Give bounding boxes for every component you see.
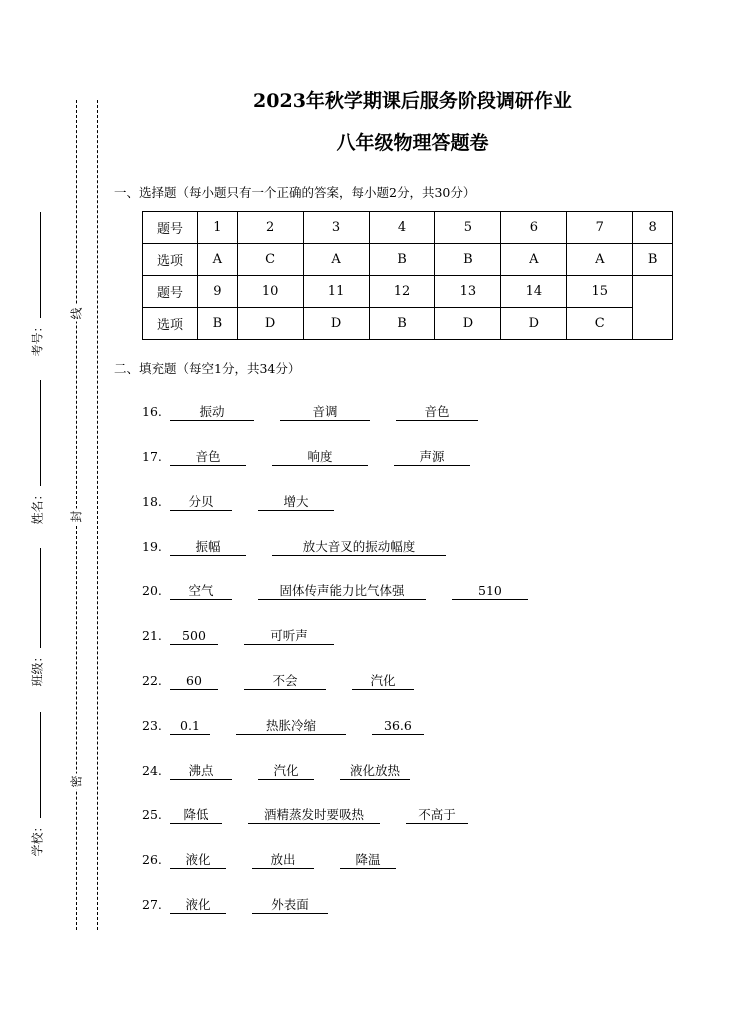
- question-number: 17.: [142, 449, 162, 464]
- answer-blank: 不会: [244, 673, 326, 690]
- table-cell: 5: [435, 212, 501, 244]
- question-number: 25.: [142, 807, 162, 822]
- table-row: [143, 276, 673, 308]
- answer-blank: 液化放热: [340, 763, 410, 780]
- fill-item: [142, 494, 356, 511]
- answer-blank: 降低: [170, 807, 222, 824]
- fill-item: [142, 673, 436, 690]
- question-number: 21.: [142, 628, 162, 643]
- table-cell: 4: [369, 212, 435, 244]
- table-cell: A: [501, 244, 567, 276]
- seal-char-secret: 密: [69, 775, 84, 788]
- table-cell: 12: [369, 276, 435, 308]
- school-line: [40, 712, 41, 818]
- answer-blank: 510: [452, 583, 528, 600]
- section1-heading: 一、选择题（每小题只有一个正确的答案，每小题2分，共30分）: [114, 185, 476, 200]
- answer-blank: 沸点: [170, 763, 232, 780]
- question-number: 20.: [142, 583, 162, 598]
- table-cell: D: [303, 308, 369, 340]
- table-header-cell: 选项: [143, 308, 198, 340]
- table-header-cell: 题号: [143, 276, 198, 308]
- table-cell: B: [369, 308, 435, 340]
- fill-item: [142, 449, 492, 466]
- answer-blank: 36.6: [372, 718, 424, 735]
- class-label: 班级：: [30, 650, 45, 687]
- answer-blank: 音调: [280, 404, 370, 421]
- answer-blank: 60: [170, 673, 218, 690]
- table-row: [143, 308, 673, 340]
- fill-item: [142, 807, 490, 824]
- fill-item: [142, 583, 550, 600]
- answer-blank: 固体传声能力比气体强: [258, 583, 426, 600]
- answer-blank: 可听声: [244, 628, 334, 645]
- table-cell: D: [435, 308, 501, 340]
- answer-blank: 降温: [340, 852, 396, 869]
- exam-no-label: 考号：: [30, 320, 45, 357]
- fill-item: [142, 852, 418, 869]
- table-cell: B: [198, 308, 238, 340]
- answer-blank: 空气: [170, 583, 232, 600]
- fill-item: [142, 718, 446, 735]
- table-header-cell: 题号: [143, 212, 198, 244]
- exam-no-line: [40, 212, 41, 318]
- answer-blank: 声源: [394, 449, 470, 466]
- answer-blank: 500: [170, 628, 218, 645]
- table-cell: B: [633, 244, 673, 276]
- question-number: 27.: [142, 897, 162, 912]
- table-cell: 15: [567, 276, 633, 308]
- answer-blank: 音色: [396, 404, 478, 421]
- table-cell: A: [198, 244, 238, 276]
- answer-blank: 振动: [170, 404, 254, 421]
- answer-blank: 液化: [170, 852, 226, 869]
- name-line: [40, 380, 41, 486]
- answer-blank: 热胀冷缩: [236, 718, 346, 735]
- table-cell: 14: [501, 276, 567, 308]
- fill-item: [142, 404, 500, 421]
- table-cell: 9: [198, 276, 238, 308]
- fill-item: [142, 628, 356, 645]
- answer-blank: 汽化: [352, 673, 414, 690]
- fill-item: [142, 763, 432, 780]
- answer-blank: 增大: [258, 494, 334, 511]
- table-cell: A: [303, 244, 369, 276]
- answer-blank: 外表面: [252, 897, 328, 914]
- table-cell: 1: [198, 212, 238, 244]
- table-cell: C: [237, 244, 303, 276]
- answer-blank: 振幅: [170, 539, 246, 556]
- table-cell: 10: [237, 276, 303, 308]
- table-cell: 2: [237, 212, 303, 244]
- name-label: 姓名：: [30, 488, 45, 525]
- question-number: 18.: [142, 494, 162, 509]
- fill-item: [142, 539, 468, 556]
- table-cell: 13: [435, 276, 501, 308]
- question-number: 26.: [142, 852, 162, 867]
- section2-heading: 二、填充题（每空1分，共34分）: [114, 361, 301, 376]
- table-cell: 8: [633, 212, 673, 244]
- table-cell: B: [369, 244, 435, 276]
- answer-blank: 酒精蒸发时要吸热: [248, 807, 380, 824]
- answer-blank: 放大音叉的振动幅度: [272, 539, 446, 556]
- table-row: [143, 244, 673, 276]
- answer-table: [142, 211, 673, 340]
- table-cell: D: [237, 308, 303, 340]
- question-number: 22.: [142, 673, 162, 688]
- table-header-cell: 选项: [143, 244, 198, 276]
- answer-blank: 响度: [272, 449, 368, 466]
- binding-dashed-line-inner: [97, 100, 98, 930]
- question-number: 23.: [142, 718, 162, 733]
- page-subtitle: 八年级物理答题卷: [336, 132, 489, 154]
- page-title: 2023年秋学期课后服务阶段调研作业: [253, 90, 572, 112]
- table-cell: 3: [303, 212, 369, 244]
- table-cell: B: [435, 244, 501, 276]
- answer-blank: 不高于: [406, 807, 468, 824]
- seal-char-line: 线: [69, 307, 84, 320]
- table-empty-cell: [633, 276, 673, 340]
- answer-blank: 放出: [252, 852, 314, 869]
- answer-blank: 音色: [170, 449, 246, 466]
- table-cell: 7: [567, 212, 633, 244]
- question-number: 16.: [142, 404, 162, 419]
- fill-item: [142, 897, 350, 914]
- table-row: [143, 212, 673, 244]
- answer-blank: 0.1: [170, 718, 210, 735]
- table-cell: D: [501, 308, 567, 340]
- class-line: [40, 548, 41, 648]
- table-cell: 11: [303, 276, 369, 308]
- school-label: 学校：: [30, 820, 45, 857]
- seal-char-seal: 封: [69, 510, 84, 523]
- answer-blank: 液化: [170, 897, 226, 914]
- table-cell: A: [567, 244, 633, 276]
- question-number: 19.: [142, 539, 162, 554]
- table-cell: C: [567, 308, 633, 340]
- answer-blank: 分贝: [170, 494, 232, 511]
- answer-blank: 汽化: [258, 763, 314, 780]
- table-cell: 6: [501, 212, 567, 244]
- question-number: 24.: [142, 763, 162, 778]
